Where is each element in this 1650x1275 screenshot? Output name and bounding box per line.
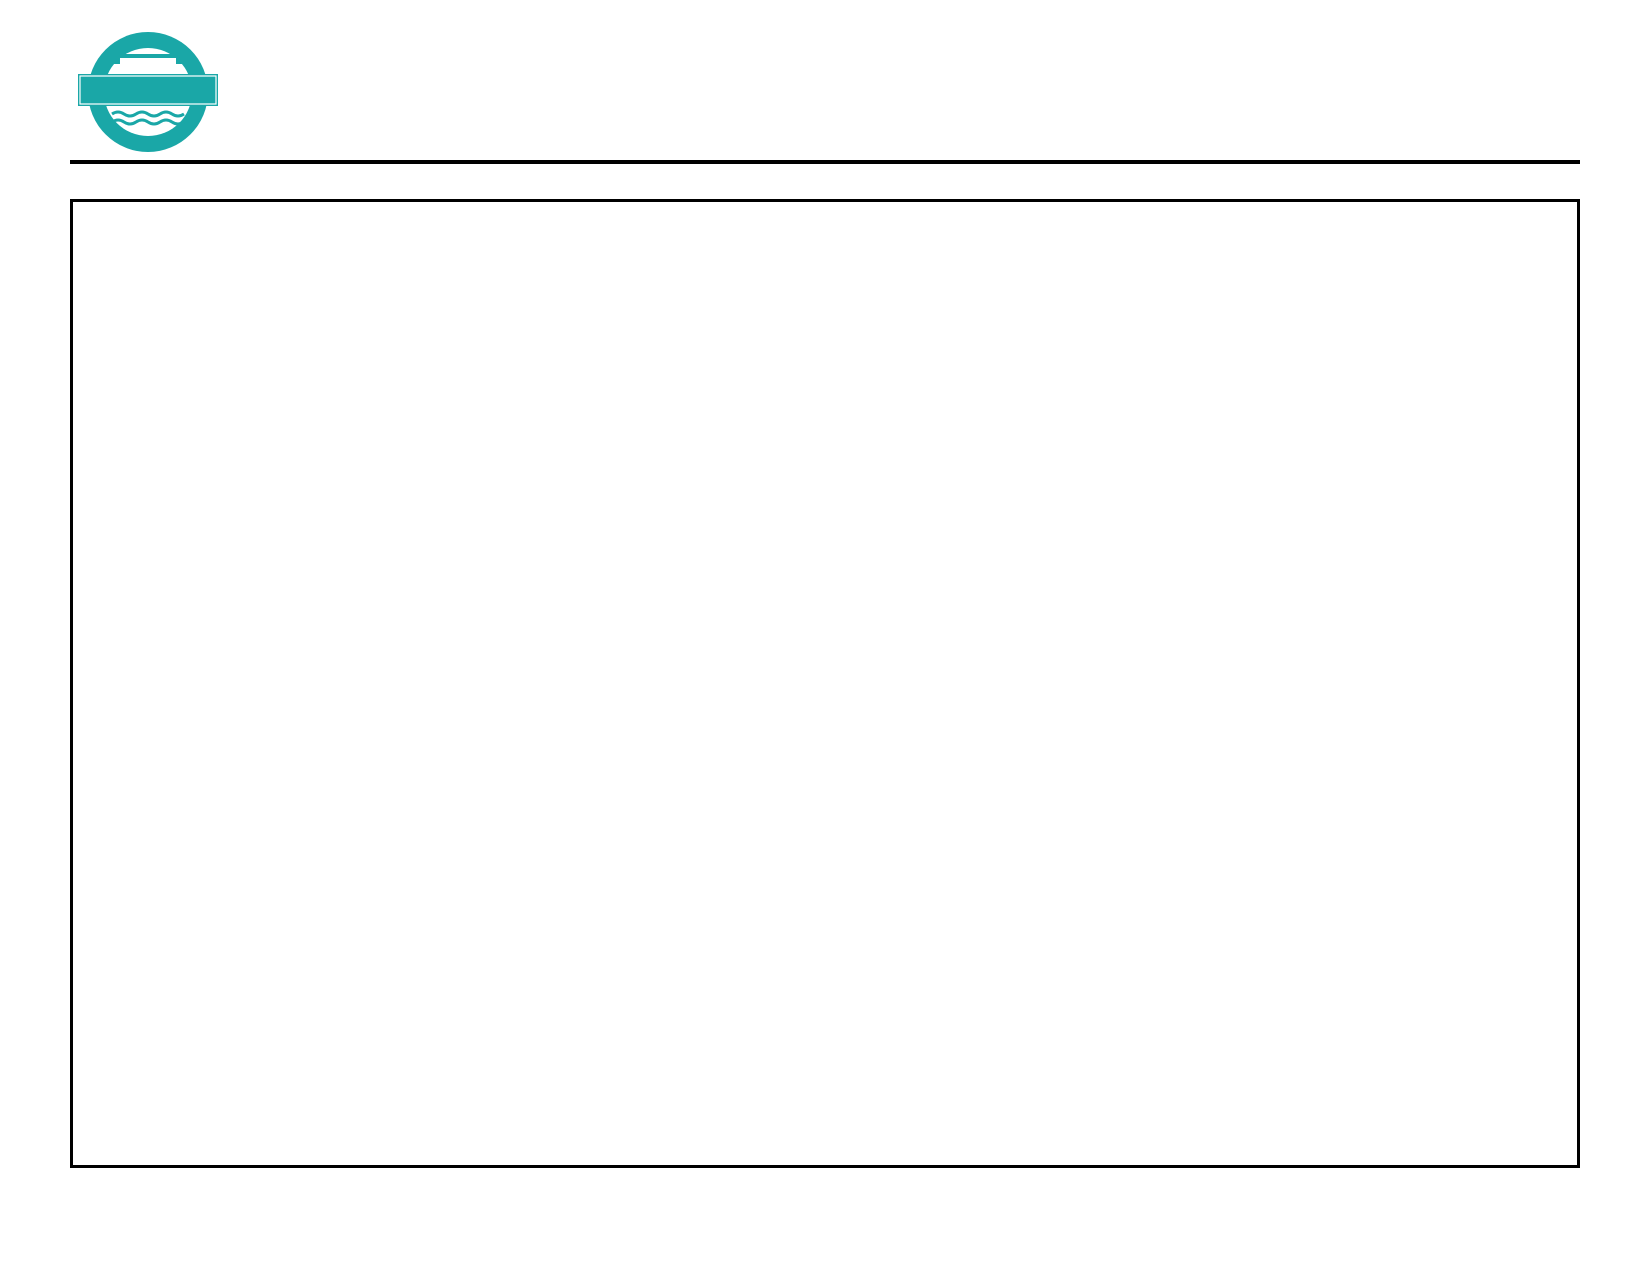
calendar: [70, 160, 1580, 1168]
weekday-header-row: [70, 164, 1580, 196]
brunswick-logo: [78, 30, 218, 154]
calendar-grid: [70, 199, 1580, 1168]
